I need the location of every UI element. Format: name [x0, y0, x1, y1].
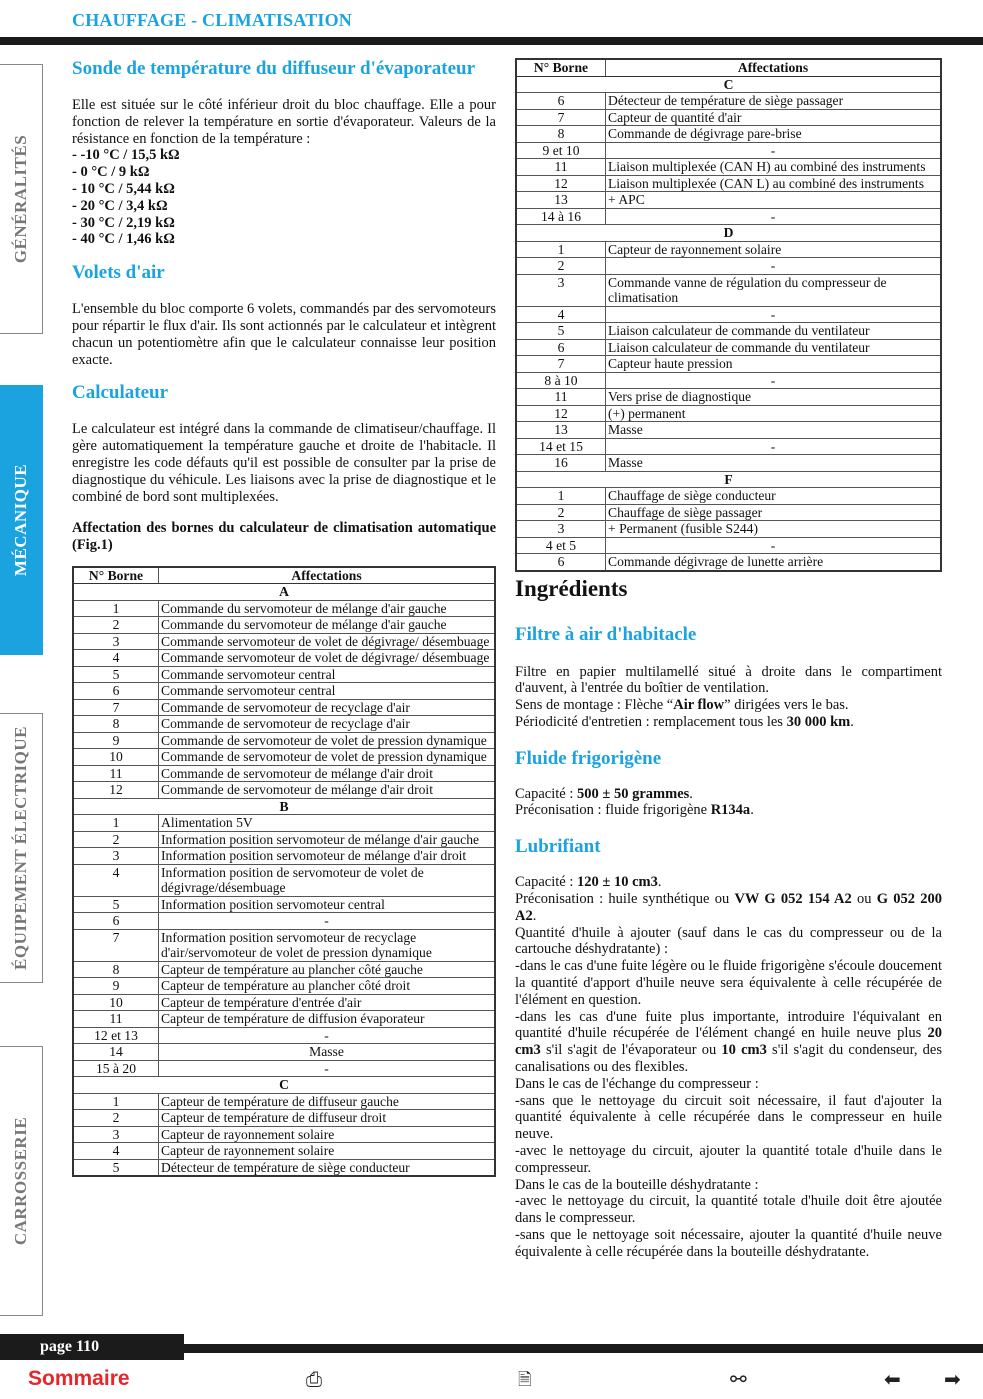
tab-equipement-label: ÉQUIPEMENT ÉLECTRIQUE	[11, 726, 30, 970]
pin-number: 4	[516, 306, 606, 323]
pin-assignment: -	[606, 306, 942, 323]
heading-volets: Volets d'air	[72, 262, 165, 284]
pin-number: 13	[516, 192, 606, 209]
paragraph-affectation: Affectation des bornes du calculateur de climatisation automatique (Fig.1)	[72, 520, 496, 554]
table-section-row	[73, 584, 495, 601]
table-row	[73, 683, 495, 700]
pin-assignment: Liaison multiplexée (CAN H) au combiné des instruments	[606, 159, 942, 176]
pin-number: 12	[73, 782, 159, 799]
table-section-row	[516, 76, 941, 93]
pin-assignment: (+) permanent	[606, 405, 942, 422]
header-title: CHAUFFAGE - CLIMATISATION	[72, 10, 353, 30]
table-row	[516, 258, 941, 275]
filtre-section	[515, 664, 942, 731]
tab-carrosserie[interactable]	[0, 1046, 43, 1316]
paragraph-sonde: Elle est située sur le côté inférieur droit du bloc chauffage. Elle a pour fonction de relever la température en sortie d'évaporateur. Valeurs de la résistance en fonction de la température :	[72, 97, 496, 147]
pin-assignment: Commande servomoteur central	[159, 683, 496, 700]
table-row	[73, 749, 495, 766]
paragraph-fuite-importante	[515, 1009, 942, 1076]
table-row	[516, 405, 941, 422]
arrow-right-icon[interactable]: ➡	[944, 1367, 961, 1391]
table-row	[73, 1110, 495, 1127]
table-row	[516, 455, 941, 472]
tab-mecanique[interactable]	[0, 385, 43, 655]
table-row	[516, 109, 941, 126]
pin-assignment: Liaison calculateur de commande du ventilateur	[606, 339, 942, 356]
table-row	[73, 1044, 495, 1061]
pin-number: 14 à 16	[516, 208, 606, 225]
table-row	[516, 306, 941, 323]
tab-carrosserie-label: CARROSSERIE	[11, 1116, 30, 1246]
pin-number: 3	[516, 521, 606, 538]
pin-number: 4	[73, 1143, 159, 1160]
pin-number: 6	[516, 93, 606, 110]
paragraph-sens	[515, 697, 942, 714]
pin-number: 3	[516, 274, 606, 306]
col-header-borne: N° Borne	[516, 59, 606, 76]
pin-assignment: + APC	[606, 192, 942, 209]
text-bold: G 052 200 A2	[515, 891, 942, 924]
pin-number: 10	[73, 749, 159, 766]
table-row	[73, 1027, 495, 1044]
pin-assignment: Capteur haute pression	[606, 356, 942, 373]
arrow-left-icon[interactable]: ⬅	[884, 1367, 901, 1391]
printer-icon[interactable]: ⎙	[306, 1367, 322, 1391]
pin-assignment: Capteur de rayonnement solaire	[159, 1126, 496, 1143]
pin-assignment: Détecteur de température de siège passager	[606, 93, 942, 110]
pin-assignment: Capteur de température au plancher côté droit	[159, 978, 496, 995]
pin-assignment: Masse	[159, 1044, 496, 1061]
table-section-row	[73, 1077, 495, 1094]
text-span: Capacité :	[515, 874, 578, 891]
text-span: Sens de montage : Flèche “	[515, 697, 674, 714]
pin-assignment: Chauffage de siège passager	[606, 504, 942, 521]
col-header-affectations: Affectations	[159, 567, 496, 584]
heading-fluide: Fluide frigorigène	[515, 747, 662, 769]
pin-assignment: Capteur de température de diffusion évaporateur	[159, 1011, 496, 1028]
table-row	[516, 422, 941, 439]
pin-number: 11	[73, 765, 159, 782]
table-row	[516, 175, 941, 192]
pin-assignment: -	[159, 1027, 496, 1044]
resistance-value: - -10 °C / 15,5 kΩ	[72, 147, 180, 164]
pin-number: 11	[73, 1011, 159, 1028]
pin-table-left	[72, 566, 496, 1178]
paragraph-avec-nettoyage-bouteille: -avec le nettoyage du circuit, la quantité totale d'huile doit être ajoutée dans le compresseur.	[515, 1193, 942, 1227]
table-row	[516, 488, 941, 505]
pin-number: 4 et 5	[516, 537, 606, 554]
paragraph-calculateur: Le calculateur est intégré dans la commande de climatiseur/chauffage. Il gère automatiquement la température gauche et droite de l'habitacle. Il enregistre les code défauts qu'il est possible de consulter par la prise de diagnostique du véhicule. Les liaisons avec la prise de diagnostique et le combiné de bord sont multiplexées.	[72, 421, 496, 505]
pin-assignment: Alimentation 5V	[159, 815, 496, 832]
table-row	[73, 896, 495, 913]
table-row	[73, 929, 495, 961]
text-bold: 500 ± 50 grammes	[577, 785, 690, 802]
section-label: C	[516, 76, 941, 93]
pin-number: 7	[73, 929, 159, 961]
paragraph-fuite-legere: -dans le cas d'une fuite légère ou le fluide frigorigène s'écoule doucement la quantité d'apport d'huile neuve sera équivalente à celle récupérée de l'élément en question.	[515, 958, 942, 1008]
resistance-values	[72, 147, 496, 248]
pin-number: 5	[516, 323, 606, 340]
pin-number: 8	[73, 961, 159, 978]
table-section-row	[516, 471, 941, 488]
table-row	[73, 1093, 495, 1110]
pin-number: 2	[516, 504, 606, 521]
pin-assignment: Commande du servomoteur de mélange d'air gauche	[159, 617, 496, 634]
pin-number: 5	[73, 666, 159, 683]
pin-assignment: Commande de servomoteur de recyclage d'air	[159, 716, 496, 733]
col-header-affectations: Affectations	[606, 59, 942, 76]
table-row	[73, 732, 495, 749]
table-section-row	[516, 225, 941, 242]
resistance-value: - 20 °C / 3,4 kΩ	[72, 197, 168, 214]
pin-number: 5	[73, 1159, 159, 1176]
pin-number: 6	[73, 913, 159, 930]
pin-assignment: Capteur de température de diffuseur gauche	[159, 1093, 496, 1110]
table-row	[516, 521, 941, 538]
text-span: Périodicité d'entretien : remplacement tous les	[515, 713, 787, 730]
pin-assignment: Information position de servomoteur de volet de dégivrage/désembuage	[159, 864, 496, 896]
tab-mecanique-label: MÉCANIQUE	[11, 463, 30, 577]
table-row	[73, 617, 495, 634]
pin-number: 11	[516, 159, 606, 176]
pin-assignment: Commande du servomoteur de mélange d'air gauche	[159, 600, 496, 617]
pin-number: 11	[516, 389, 606, 406]
pin-number: 14 et 15	[516, 438, 606, 455]
page-number: page 110	[0, 1334, 184, 1360]
heading-sonde: Sonde de température du diffuseur d'évaporateur	[72, 58, 476, 79]
pin-number: 7	[73, 699, 159, 716]
paragraph-quantite: Quantité d'huile à ajouter (sauf dans le cas du compresseur ou de la cartouche déshydratante) :	[515, 924, 942, 958]
table-row	[73, 782, 495, 799]
pin-number: 8	[516, 126, 606, 143]
paragraph-avec-nettoyage-compresseur: -avec le nettoyage du circuit, ajouter la quantité totale d'huile dans le compresseur.	[515, 1143, 942, 1176]
table-row	[73, 848, 495, 865]
pin-number: 9	[73, 732, 159, 749]
pin-assignment: Capteur de température au plancher côté gauche	[159, 961, 496, 978]
text-bold: Air flow	[673, 697, 725, 714]
table-row	[516, 274, 941, 306]
pin-number: 12 et 13	[73, 1027, 159, 1044]
pin-number: 15 à 20	[73, 1060, 159, 1077]
pin-assignment: -	[606, 372, 942, 389]
paragraph-bouteille: Dans le cas de la bouteille déshydratante :	[515, 1176, 759, 1193]
table-row	[73, 961, 495, 978]
left-column	[72, 58, 496, 1177]
pin-number: 8 à 10	[516, 372, 606, 389]
paragraph-volets: L'ensemble du bloc comporte 6 volets, commandés par des servomoteurs pour répartir le flux d'air. Ils sont actionnés par le calculateur et intègrent chacun un potentiomètre afin que le calculateur connaisse leur position exacte.	[72, 301, 496, 368]
heading-filtre: Filtre à air d'habitacle	[515, 623, 697, 645]
paragraph-preconisation-huile: Préconisation : huile synthétique ou VW G 052 154 A2 ou G 052 200 A2.	[515, 891, 942, 924]
pin-assignment: Commande de servomoteur de mélange d'air droit	[159, 782, 496, 799]
pin-number: 6	[516, 554, 606, 571]
table-row	[73, 650, 495, 667]
table-row	[516, 208, 941, 225]
pin-number: 1	[73, 815, 159, 832]
pin-assignment: -	[606, 438, 942, 455]
table-row	[73, 633, 495, 650]
pin-assignment: Commande de servomoteur de recyclage d'air	[159, 699, 496, 716]
paragraph-periodicite: Périodicité d'entretien : remplacement tous les 30 000 km.	[515, 713, 854, 730]
table-row	[516, 504, 941, 521]
section-label: C	[73, 1077, 495, 1094]
pin-assignment: Information position servomoteur de recyclage d'air/servomoteur de volet de pression dynamique	[159, 929, 496, 961]
pin-assignment: -	[606, 208, 942, 225]
pin-assignment: Détecteur de température de siège conducteur	[159, 1159, 496, 1176]
paragraph-capacite-fluide: Capacité : 500 ± 50 grammes.	[515, 785, 693, 802]
pin-number: 13	[516, 422, 606, 439]
pin-assignment: Vers prise de diagnostique	[606, 389, 942, 406]
pin-assignment: Capteur de température de diffuseur droit	[159, 1110, 496, 1127]
pin-assignment: Commande servomoteur central	[159, 666, 496, 683]
pin-number: 7	[516, 356, 606, 373]
pin-number: 2	[73, 1110, 159, 1127]
binoculars-icon[interactable]: ⚯	[730, 1367, 747, 1391]
pin-assignment: Information position servomoteur de mélange d'air gauche	[159, 831, 496, 848]
pin-number: 8	[73, 716, 159, 733]
table-row	[516, 537, 941, 554]
table-row	[516, 356, 941, 373]
pin-assignment: Commande vanne de régulation du compresseur de climatisation	[606, 274, 942, 306]
tab-equipement-electrique[interactable]	[0, 713, 43, 983]
table-row	[516, 323, 941, 340]
pin-assignment: Commande de servomoteur de volet de pression dynamique	[159, 732, 496, 749]
pin-number: 4	[73, 864, 159, 896]
paragraph-capacite-huile: Capacité : 120 ± 10 cm3.	[515, 874, 662, 891]
pin-number: 1	[73, 600, 159, 617]
table-row	[516, 438, 941, 455]
pin-number: 2	[73, 831, 159, 848]
pin-number: 6	[516, 339, 606, 356]
pin-assignment: + Permanent (fusible S244)	[606, 521, 942, 538]
pin-assignment: Commande de servomoteur de mélange d'air droit	[159, 765, 496, 782]
pin-number: 3	[73, 848, 159, 865]
tab-generalites[interactable]	[0, 64, 43, 334]
pin-assignment: Commande de servomoteur de volet de pression dynamique	[159, 749, 496, 766]
section-label: A	[73, 584, 495, 601]
pin-assignment: Masse	[606, 455, 942, 472]
text-span: Préconisation : huile synthétique ou	[515, 891, 735, 908]
table-row	[516, 339, 941, 356]
text-span: -dans les cas d'une fuite plus importante, introduire l'équivalant en quantité d'huile récupérée de l'élément changé en huile neuve plus	[515, 1008, 942, 1042]
paragraph-filtre: Filtre en papier multilamellé situé à droite dans le compartiment d'auvent, à l'entrée du boîtier de ventilation.	[515, 663, 942, 697]
table-row	[516, 389, 941, 406]
pin-assignment: Commande dégivrage de lunette arrière	[606, 554, 942, 571]
pin-table-right	[515, 58, 942, 572]
table-row	[73, 1011, 495, 1028]
table-row	[73, 978, 495, 995]
heading-ingredients: Ingrédients	[515, 575, 628, 601]
section-label: F	[516, 471, 941, 488]
pin-assignment: -	[159, 1060, 496, 1077]
pin-number: 6	[73, 683, 159, 700]
table-row	[516, 93, 941, 110]
pin-assignment: Capteur de rayonnement solaire	[159, 1143, 496, 1160]
pin-number: 1	[516, 488, 606, 505]
pin-assignment: Masse	[606, 422, 942, 439]
pin-assignment: Capteur de rayonnement solaire	[606, 241, 942, 258]
section-label: D	[516, 225, 941, 242]
text-span: ou	[851, 891, 877, 908]
right-column	[515, 58, 942, 1261]
table-row	[516, 159, 941, 176]
col-header-borne: N° Borne	[73, 567, 159, 584]
text-span: ” dirigées vers le bas.	[724, 697, 849, 714]
table-row	[516, 554, 941, 571]
table-row	[73, 913, 495, 930]
heading-calculateur: Calculateur	[72, 382, 169, 404]
pin-assignment: Chauffage de siège conducteur	[606, 488, 942, 505]
table-row	[73, 1126, 495, 1143]
pin-assignment: Liaison multiplexée (CAN L) au combiné des instruments	[606, 175, 942, 192]
table-row	[73, 815, 495, 832]
table-section-row	[73, 798, 495, 815]
text-bold: 120 ± 10 cm3	[577, 874, 658, 891]
lubrifiant-section	[515, 874, 942, 1260]
table-row	[516, 126, 941, 143]
pin-number: 2	[516, 258, 606, 275]
pin-number: 1	[516, 241, 606, 258]
table-row	[73, 1060, 495, 1077]
text-span: Préconisation : fluide frigorigène	[515, 802, 711, 819]
pin-number: 5	[73, 896, 159, 913]
text-span: Capacité :	[515, 785, 578, 802]
text-bold: VW G 052 154 A2	[734, 891, 852, 908]
table-row	[73, 716, 495, 733]
table-row	[73, 666, 495, 683]
paragraph-sans-nettoyage-compresseur: -sans que le nettoyage du circuit soit nécessaire, il faut d'ajouter la quantité équivalente à celle récupérée dans le compresseur en huile neuve.	[515, 1092, 942, 1143]
text-bold: R134a	[710, 802, 751, 819]
table-row	[73, 864, 495, 896]
pin-number: 14	[73, 1044, 159, 1061]
table-row	[73, 994, 495, 1011]
text-bold: 30 000 km	[786, 713, 851, 730]
pin-number: 4	[73, 650, 159, 667]
pin-number: 10	[73, 994, 159, 1011]
resistance-value: - 0 °C / 9 kΩ	[72, 164, 150, 181]
document-search-icon[interactable]: 🗎	[518, 1370, 532, 1390]
table-row	[73, 1143, 495, 1160]
pin-assignment: -	[606, 258, 942, 275]
pin-number: 7	[516, 109, 606, 126]
resistance-value: - 10 °C / 5,44 kΩ	[72, 180, 175, 197]
paragraph-echange: Dans le cas de l'échange du compresseur :	[515, 1075, 759, 1092]
section-label: B	[73, 798, 495, 815]
text-span: s'il s'agit de l'évaporateur ou	[540, 1042, 722, 1059]
paragraph-preconisation-fluide: Préconisation : fluide frigorigène R134a.	[515, 802, 754, 819]
table-row	[516, 192, 941, 209]
table-row	[73, 765, 495, 782]
table-row	[516, 372, 941, 389]
table-row	[73, 1159, 495, 1176]
table-row	[516, 241, 941, 258]
table-row	[73, 600, 495, 617]
pin-number: 1	[73, 1093, 159, 1110]
pin-number: 2	[73, 617, 159, 634]
pin-number: 9	[73, 978, 159, 995]
pin-number: 9 et 10	[516, 142, 606, 159]
pin-assignment: -	[606, 537, 942, 554]
header-bar	[0, 37, 983, 45]
pin-number: 12	[516, 175, 606, 192]
table-row	[516, 142, 941, 159]
paragraph-sans-nettoyage-bouteille: -sans que le nettoyage soit nécessaire, ajouter la quantité d'huile neuve équivalente à celle récupérée dans la bouteille déshydratante.	[515, 1227, 942, 1260]
pin-number: 16	[516, 455, 606, 472]
pin-assignment: Capteur de température d'entrée d'air	[159, 994, 496, 1011]
pin-number: 3	[73, 633, 159, 650]
heading-lubrifiant: Lubrifiant	[515, 836, 601, 858]
pin-assignment: Capteur de quantité d'air	[606, 109, 942, 126]
text-bold: 20 cm3	[515, 1025, 942, 1059]
pin-assignment: -	[606, 142, 942, 159]
table-row	[73, 831, 495, 848]
text-span: s'il s'agit du condenseur, des canalisations ou des flexibles.	[515, 1042, 942, 1076]
pin-assignment: Liaison calculateur de commande du ventilateur	[606, 323, 942, 340]
pin-assignment: Commande servomoteur de volet de dégivrage/ désembuage	[159, 650, 496, 667]
pin-assignment: -	[159, 913, 496, 930]
tab-generalites-label: GÉNÉRALITÉS	[11, 134, 30, 264]
pin-number: 12	[516, 405, 606, 422]
pin-number: 3	[73, 1126, 159, 1143]
pin-assignment: Information position servomoteur de mélange d'air droit	[159, 848, 496, 865]
pin-assignment: Commande servomoteur de volet de dégivrage/ désembuage	[159, 633, 496, 650]
text-bold: 10 cm3	[721, 1042, 767, 1059]
table-row	[73, 699, 495, 716]
pin-assignment: Commande de dégivrage pare-brise	[606, 126, 942, 143]
fluide-section	[515, 786, 942, 820]
resistance-value: - 40 °C / 1,46 kΩ	[72, 231, 175, 248]
resistance-value: - 30 °C / 2,19 kΩ	[72, 214, 175, 231]
sommaire-link[interactable]: Sommaire	[28, 1367, 130, 1390]
pin-assignment: Information position servomoteur central	[159, 896, 496, 913]
